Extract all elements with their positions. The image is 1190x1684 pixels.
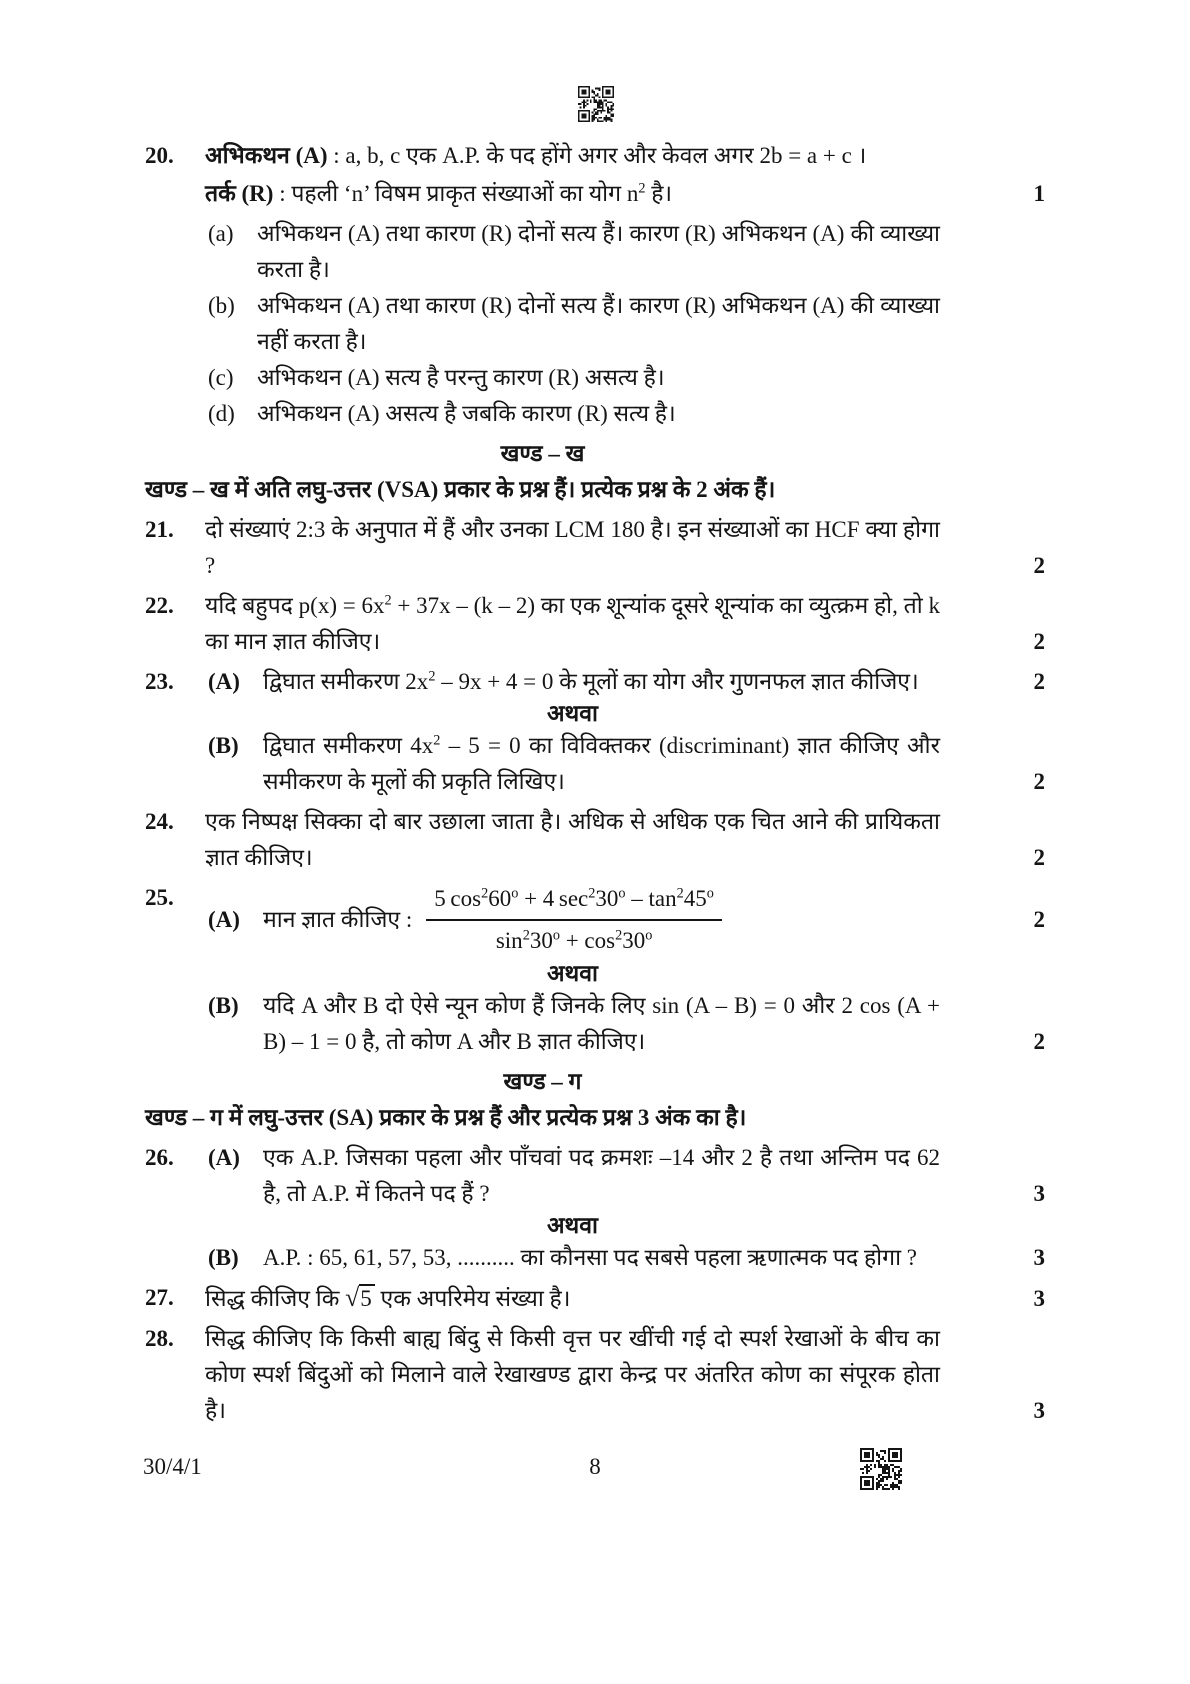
part-label: (B) xyxy=(208,733,239,758)
question-number: 22. xyxy=(145,593,174,618)
marks-value: 2 xyxy=(1033,845,1045,870)
question-number: 20. xyxy=(145,143,174,168)
option-text: अभिकथन (A) तथा कारण (R) दोनों सत्य हैं। कारण (R) अभिकथन (A) की व्याख्या करता है। xyxy=(257,221,940,282)
question-26 xyxy=(145,1140,1045,1276)
marks-value: 2 xyxy=(1033,669,1045,694)
assertion-line: अभिकथन (A) : a, b, c एक A.P. के पद होंगे अगर और केवल अगर 2b = a + c । xyxy=(205,143,867,168)
part-text xyxy=(263,988,1045,1060)
q25b-text: यदि A और B दो ऐसे न्यून कोण हैं जिनके लिए sin (A – B) = 0 और 2 cos (A + B) – 1 = 0 है, तो कोण A और B ज्ञात कीजिए। xyxy=(263,993,940,1054)
question-text xyxy=(205,804,1045,876)
option-text: अभिकथन (A) असत्य है जबकि कारण (R) सत्य है। xyxy=(257,401,676,426)
section-kha-title: खण्ड – ख xyxy=(500,441,585,466)
part-a xyxy=(205,880,1045,960)
question-number: 25. xyxy=(145,885,174,910)
question-body xyxy=(205,588,1045,660)
q23b-text: द्विघात समीकरण $4x^2 - 5 = 0$ का विविक्तकर (discriminant) ज्ञात कीजिए और समीकरण के मूलों की प्रकृति लिखिए। xyxy=(263,732,940,794)
part-label: (B) xyxy=(208,993,239,1018)
page-number: 8 xyxy=(589,1454,601,1479)
option-d xyxy=(205,396,940,432)
option-c xyxy=(205,360,940,396)
option-text: अभिकथन (A) सत्य है परन्तु कारण (R) असत्य है। xyxy=(257,365,665,390)
question-number: 28. xyxy=(145,1326,174,1351)
question-number: 27. xyxy=(145,1285,174,1310)
section-kha-instruction: खण्ड – ख में अति लघु-उत्तर (VSA) प्रकार के प्रश्न हैं। प्रत्येक प्रश्न के 2 अंक हैं। xyxy=(145,477,776,502)
part-b xyxy=(205,1240,1045,1276)
question-number: 26. xyxy=(145,1145,174,1170)
marks-value: 3 xyxy=(1033,1245,1045,1270)
part-text xyxy=(263,664,1045,700)
option-a xyxy=(205,216,940,288)
q26b-text: A.P. : 65, 61, 57, 53, .......... का कौनसा पद सबसे पहला ऋणात्मक पद होगा ? xyxy=(263,1245,917,1270)
question-body xyxy=(205,512,1045,584)
option-label: (c) xyxy=(208,365,234,390)
part-text xyxy=(263,1140,1045,1212)
option-label: (a) xyxy=(208,221,234,246)
q28-text: सिद्ध कीजिए कि किसी बाह्य बिंदु से किसी वृत्त पर खींची गई दो स्पर्श रेखाओं के बीच का कोण स्पर्श बिंदुओं को मिलाने वाले रेखाखण्ड द्वारा केन्द्र पर अंतरित कोण का संपूरक होता है। xyxy=(205,1326,940,1423)
question-24 xyxy=(145,804,1045,876)
marks-value: 2 xyxy=(1033,629,1045,654)
part-text xyxy=(263,880,1045,960)
or-label: अथवा xyxy=(546,701,598,726)
page-content xyxy=(145,138,1045,1433)
q23a-text: द्विघात समीकरण $2x^2 - 9x + 4 = 0$ के मूलों का योग और गुणनफल ज्ञात कीजिए। xyxy=(263,668,919,694)
question-body xyxy=(205,804,1045,876)
question-21 xyxy=(145,512,1045,584)
question-22 xyxy=(145,588,1045,660)
reason-text: तर्क (R) : पहली ‘n’ विषम प्राकृत संख्याओं का योग $n^2$ है। xyxy=(205,180,673,206)
qr-code-top xyxy=(578,86,614,122)
part-text xyxy=(263,728,1045,800)
marks-value: 3 xyxy=(1033,1181,1045,1206)
question-body xyxy=(205,664,1045,800)
question-text xyxy=(205,512,1045,584)
question-body xyxy=(205,138,1045,432)
question-number: 23. xyxy=(145,669,174,694)
marks-value: 2 xyxy=(1033,553,1045,578)
question-body xyxy=(205,1140,1045,1276)
question-25 xyxy=(145,880,1045,1060)
question-27 xyxy=(145,1280,1045,1317)
part-label: (A) xyxy=(208,669,240,694)
option-b xyxy=(205,288,940,360)
marks-value: 1 xyxy=(1033,181,1045,206)
question-28 xyxy=(145,1321,1045,1429)
fraction-denominator: $\sin^230^o + \cos^230^o$ xyxy=(495,927,653,953)
fraction xyxy=(426,882,722,958)
question-number: 24. xyxy=(145,809,174,834)
question-text xyxy=(205,1280,1045,1317)
section-ga-title: खण्ड – ग xyxy=(503,1069,582,1094)
reason-line xyxy=(205,176,1045,212)
q27-text: सिद्ध कीजिए कि √5 एक अपरिमेय संख्या है। xyxy=(205,1283,571,1312)
part-label: (A) xyxy=(208,1145,240,1170)
fraction-numerator: 5 $\cos^260^o + 4$ $\sec^230^o - \tan^245^o$ xyxy=(426,882,722,921)
marks-value: 2 xyxy=(1033,769,1045,794)
question-number: 21. xyxy=(145,517,174,542)
part-a xyxy=(205,664,1045,700)
paper-code: 30/4/1 xyxy=(143,1454,202,1479)
marks-value: 2 xyxy=(1033,907,1045,932)
option-label: (b) xyxy=(208,293,235,318)
marks-value: 3 xyxy=(1033,1398,1045,1423)
q25a-prefix: मान ज्ञात कीजिए : xyxy=(263,907,413,932)
question-23 xyxy=(145,664,1045,800)
question-text xyxy=(205,588,1045,660)
part-b xyxy=(205,728,1045,800)
question-20 xyxy=(145,138,1045,432)
marks-value: 3 xyxy=(1033,1286,1045,1311)
or-label: अथवा xyxy=(546,961,598,986)
option-text: अभिकथन (A) तथा कारण (R) दोनों सत्य हैं। कारण (R) अभिकथन (A) की व्याख्या नहीं करता है। xyxy=(257,293,940,354)
q21-text: दो संख्याएं 2:3 के अनुपात में हैं और उनका LCM 180 है। इन संख्याओं का HCF क्या होगा ? xyxy=(205,517,940,578)
part-label: (B) xyxy=(208,1245,239,1270)
mcq-options xyxy=(205,216,940,432)
qr-code-bottom xyxy=(860,1448,902,1490)
question-body xyxy=(205,1321,1045,1429)
part-b xyxy=(205,988,1045,1060)
question-body xyxy=(205,1280,1045,1317)
question-text xyxy=(205,1321,1045,1429)
section-ga-instruction: खण्ड – ग में लघु-उत्तर (SA) प्रकार के प्रश्न हैं और प्रत्येक प्रश्न 3 अंक का है। xyxy=(145,1105,747,1130)
part-label: (A) xyxy=(208,907,240,932)
marks-value: 2 xyxy=(1033,1029,1045,1054)
or-label: अथवा xyxy=(546,1213,598,1238)
part-a xyxy=(205,1140,1045,1212)
q26a-text: एक A.P. जिसका पहला और पाँचवां पद क्रमशः –14 और 2 है तथा अन्तिम पद 62 है, तो A.P. में कितने पद हैं ? xyxy=(263,1145,940,1206)
q22-text: यदि बहुपद $p(x) = 6x^2 + 37x - (k - 2)$ का एक शून्यांक दूसरे शून्यांक का व्युत्क्रम हो, तो k का मान ज्ञात कीजिए। xyxy=(205,592,940,654)
option-label: (d) xyxy=(208,401,235,426)
part-text xyxy=(263,1240,1045,1276)
q24-text: एक निष्पक्ष सिक्का दो बार उछाला जाता है। अधिक से अधिक एक चित आने की प्रायिकता ज्ञात कीजिए। xyxy=(205,809,940,870)
question-body xyxy=(205,880,1045,1060)
